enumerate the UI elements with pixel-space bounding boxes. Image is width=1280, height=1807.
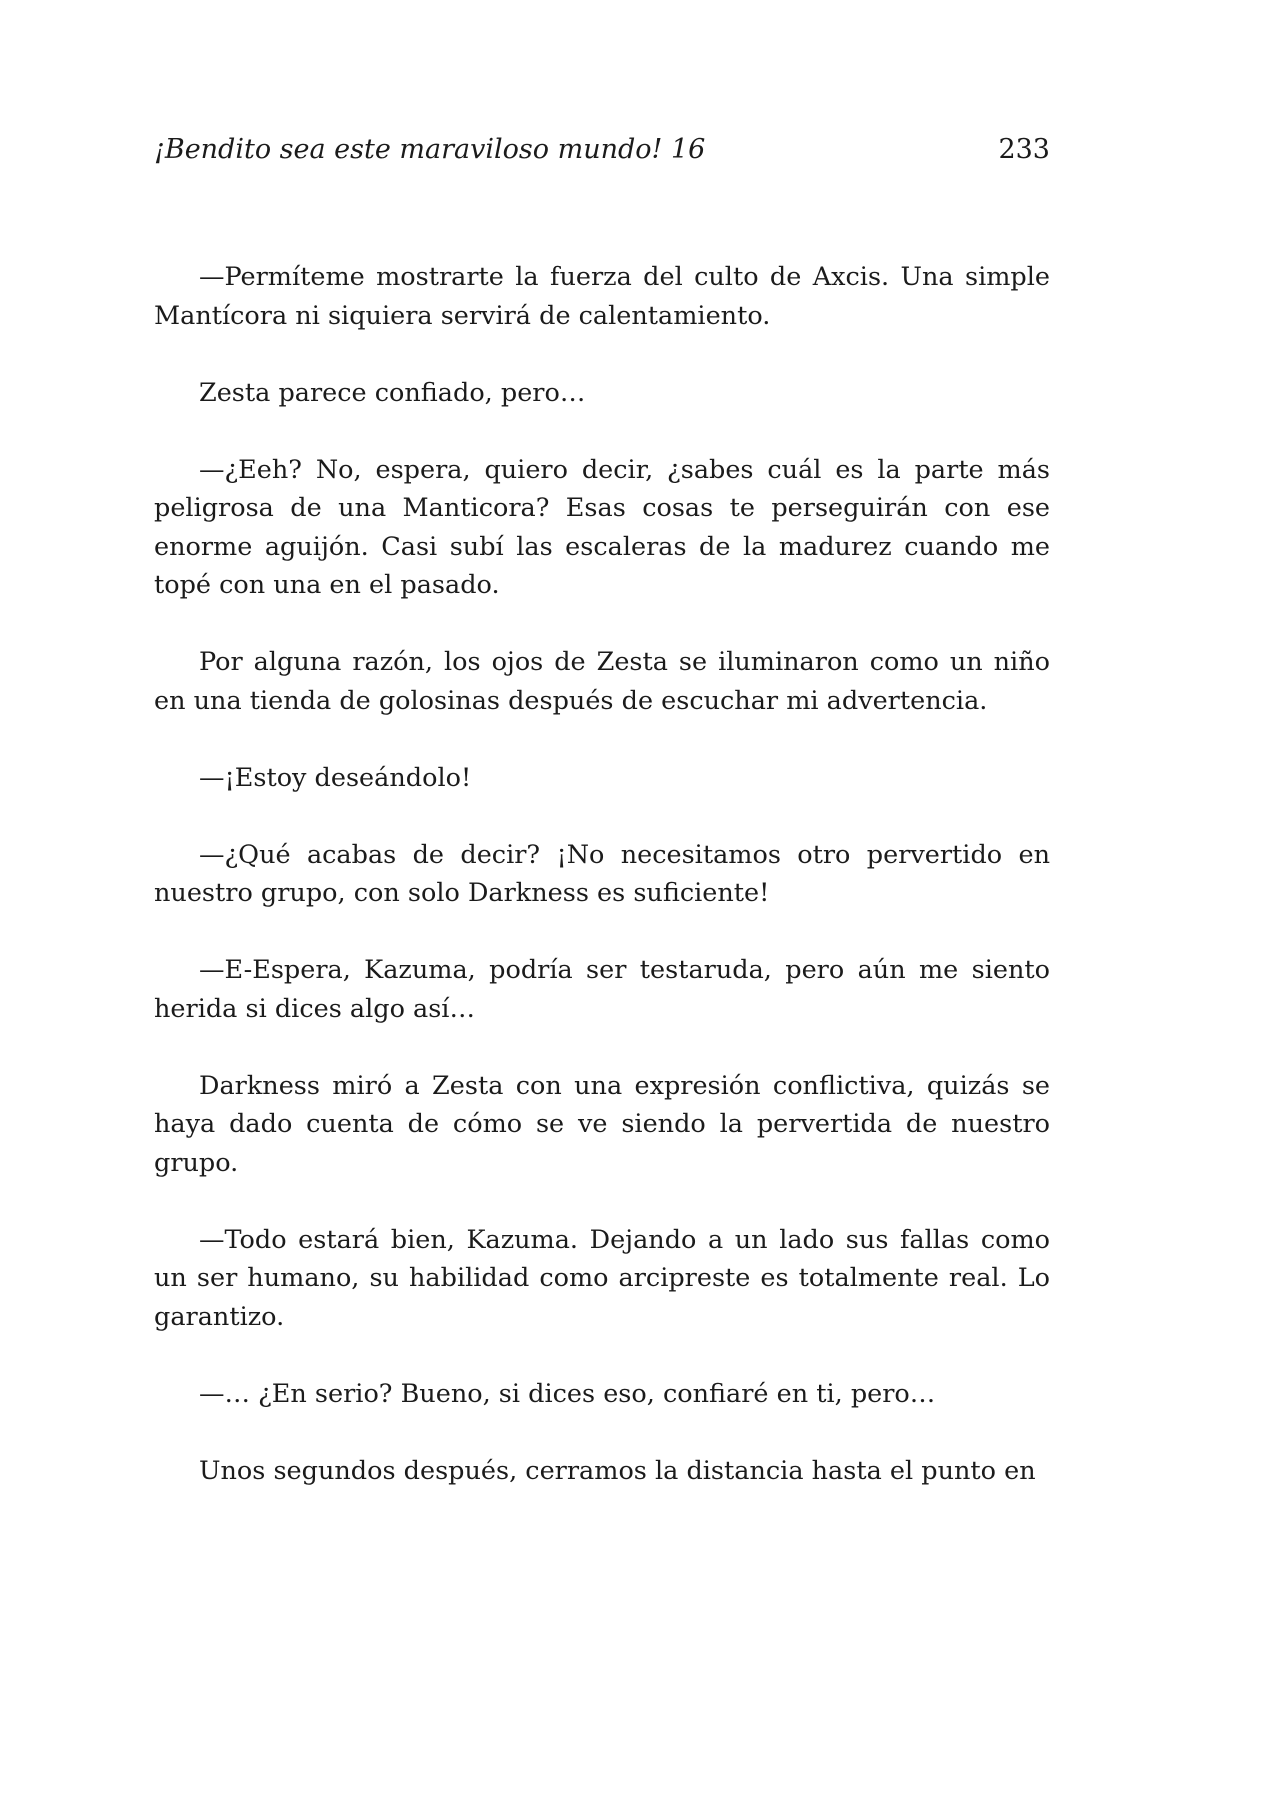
page-number: 233 [998,134,1050,165]
paragraph-1: —Permíteme mostrarte la fuerza del culto de Axcis. Una simple Mantícora ni siquiera servirá de calentamiento. [154,262,1050,331]
paragraph-8: Darkness miró a Zesta con una expresión conflictiva, quizás se haya dado cuenta de cómo se ve siendo la pervertida de nuestro grupo. [154,1070,1050,1178]
paragraph-11: Unos segundos después, cerramos la distancia hasta el punto en [199,1455,1036,1486]
book-title: ¡Bendito sea este maraviloso mundo! 16 [154,134,706,165]
paragraph-7: —E-Espera, Kazuma, podría ser testaruda, pero aún me siento herida si dices algo así… [154,955,1050,1024]
paragraph-3: —¿Eeh? No, espera, quiero decir, ¿sabes cuál es la parte más peligrosa de una Manticora? Esas cosas te perseguirán con ese enorme aguijón. Casi subí las escaleras de la madurez cuando me topé con una en el pasado. [154,454,1050,600]
paragraph-2: Zesta parece confiado, pero… [199,377,586,408]
paragraph-6: —¿Qué acabas de decir? ¡No necesitamos otro pervertido en nuestro grupo, con solo Darkness es suficiente! [154,839,1050,908]
paragraph-5: —¡Estoy deseándolo! [199,762,472,793]
paragraph-10: —… ¿En serio? Bueno, si dices eso, confiaré en ti, pero… [199,1378,936,1409]
body-text [154,258,1050,1490]
paragraph-4: Por alguna razón, los ojos de Zesta se iluminaron como un niño en una tienda de golosinas después de escuchar mi advertencia. [154,647,1050,716]
paragraph-9: —Todo estará bien, Kazuma. Dejando a un lado sus fallas como un ser humano, su habilidad como arcipreste es totalmente real. Lo garantizo. [154,1224,1050,1332]
running-header [154,128,1050,172]
